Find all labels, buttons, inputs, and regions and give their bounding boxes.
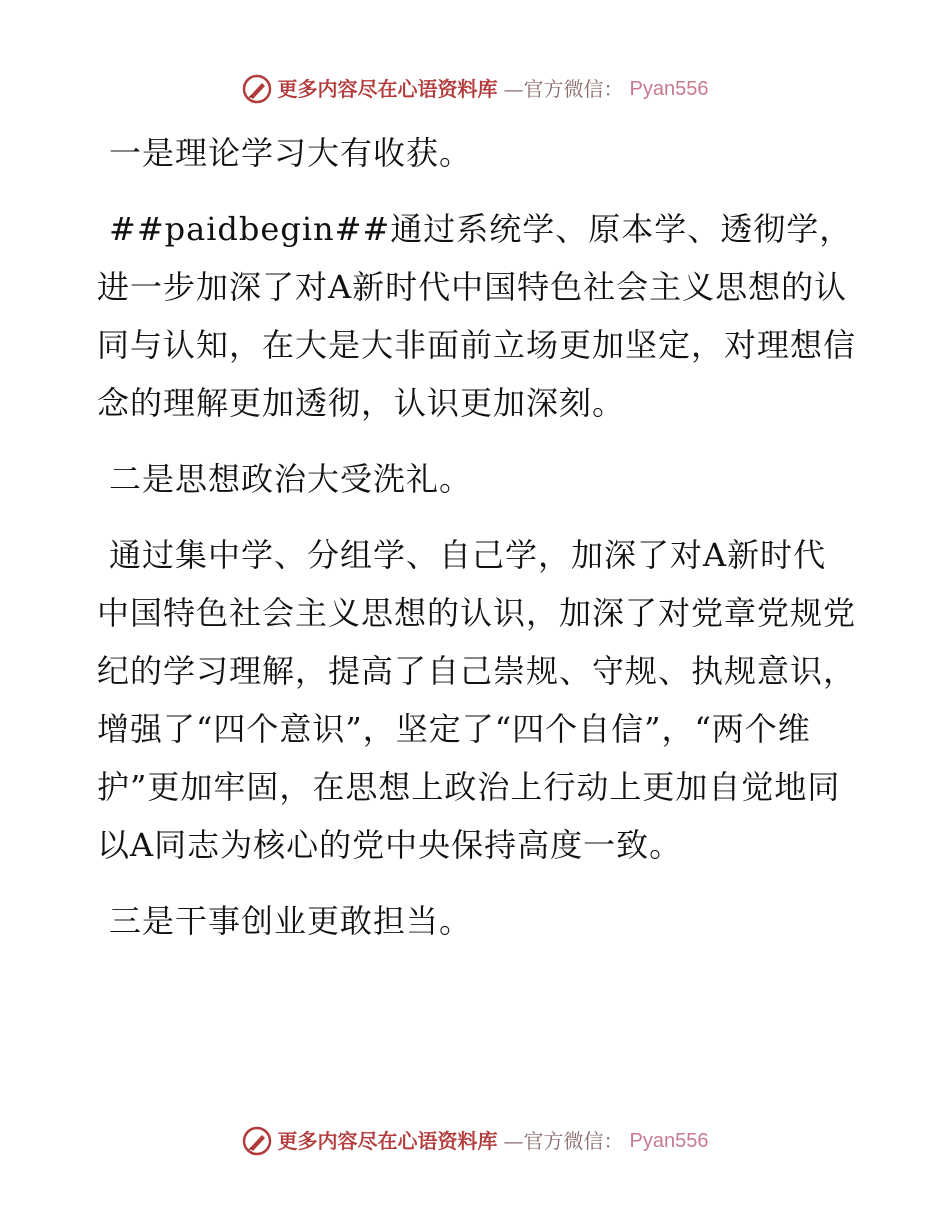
section-paragraph-2-text: 通过集中学、分组学、自己学，加深了对A新时代中国特色社会主义思想的认识，加深了对党章党规党纪的学习理解，提高了自己崇规、守规、执规意识，增强了“四个意识”，坚定了“四个自信”，“两个维护”更加牢固，在思想上政治上行动上更加自觉地同以A同志为核心的党中央保持高度一致。 bbox=[97, 536, 857, 864]
watermark-site-text: 更多内容尽在心语资料库 bbox=[277, 77, 498, 101]
watermark-wechat-id: Pyan556 bbox=[629, 78, 709, 100]
section-paragraph-1-text: ##paidbegin##通过系统学、原本学、透彻学，进一步加深了对A新时代中国特色社会主义思想的认同与认知，在大是大非面前立场更加坚定，对理想信念的理解更加透彻，认识更加深刻。 bbox=[97, 210, 857, 422]
watermark-separator: —官方微信： bbox=[503, 1129, 624, 1153]
section-heading-1: 一是理论学习大有收获。 bbox=[109, 134, 473, 172]
section-paragraph-1 bbox=[97, 200, 857, 432]
header-watermark bbox=[0, 74, 950, 104]
section-heading-2: 二是思想政治大受洗礼。 bbox=[109, 460, 473, 498]
section-heading-3: 三是干事创业更敢担当。 bbox=[109, 902, 473, 940]
section-paragraph-2 bbox=[97, 526, 857, 874]
document-body bbox=[97, 124, 857, 968]
watermark-separator: —官方微信： bbox=[503, 77, 624, 101]
pen-logo-icon bbox=[242, 1126, 272, 1156]
watermark-wechat-id: Pyan556 bbox=[629, 1130, 709, 1152]
watermark-site-text: 更多内容尽在心语资料库 bbox=[277, 1129, 498, 1153]
footer-watermark bbox=[0, 1126, 950, 1156]
pen-logo-icon bbox=[242, 74, 272, 104]
